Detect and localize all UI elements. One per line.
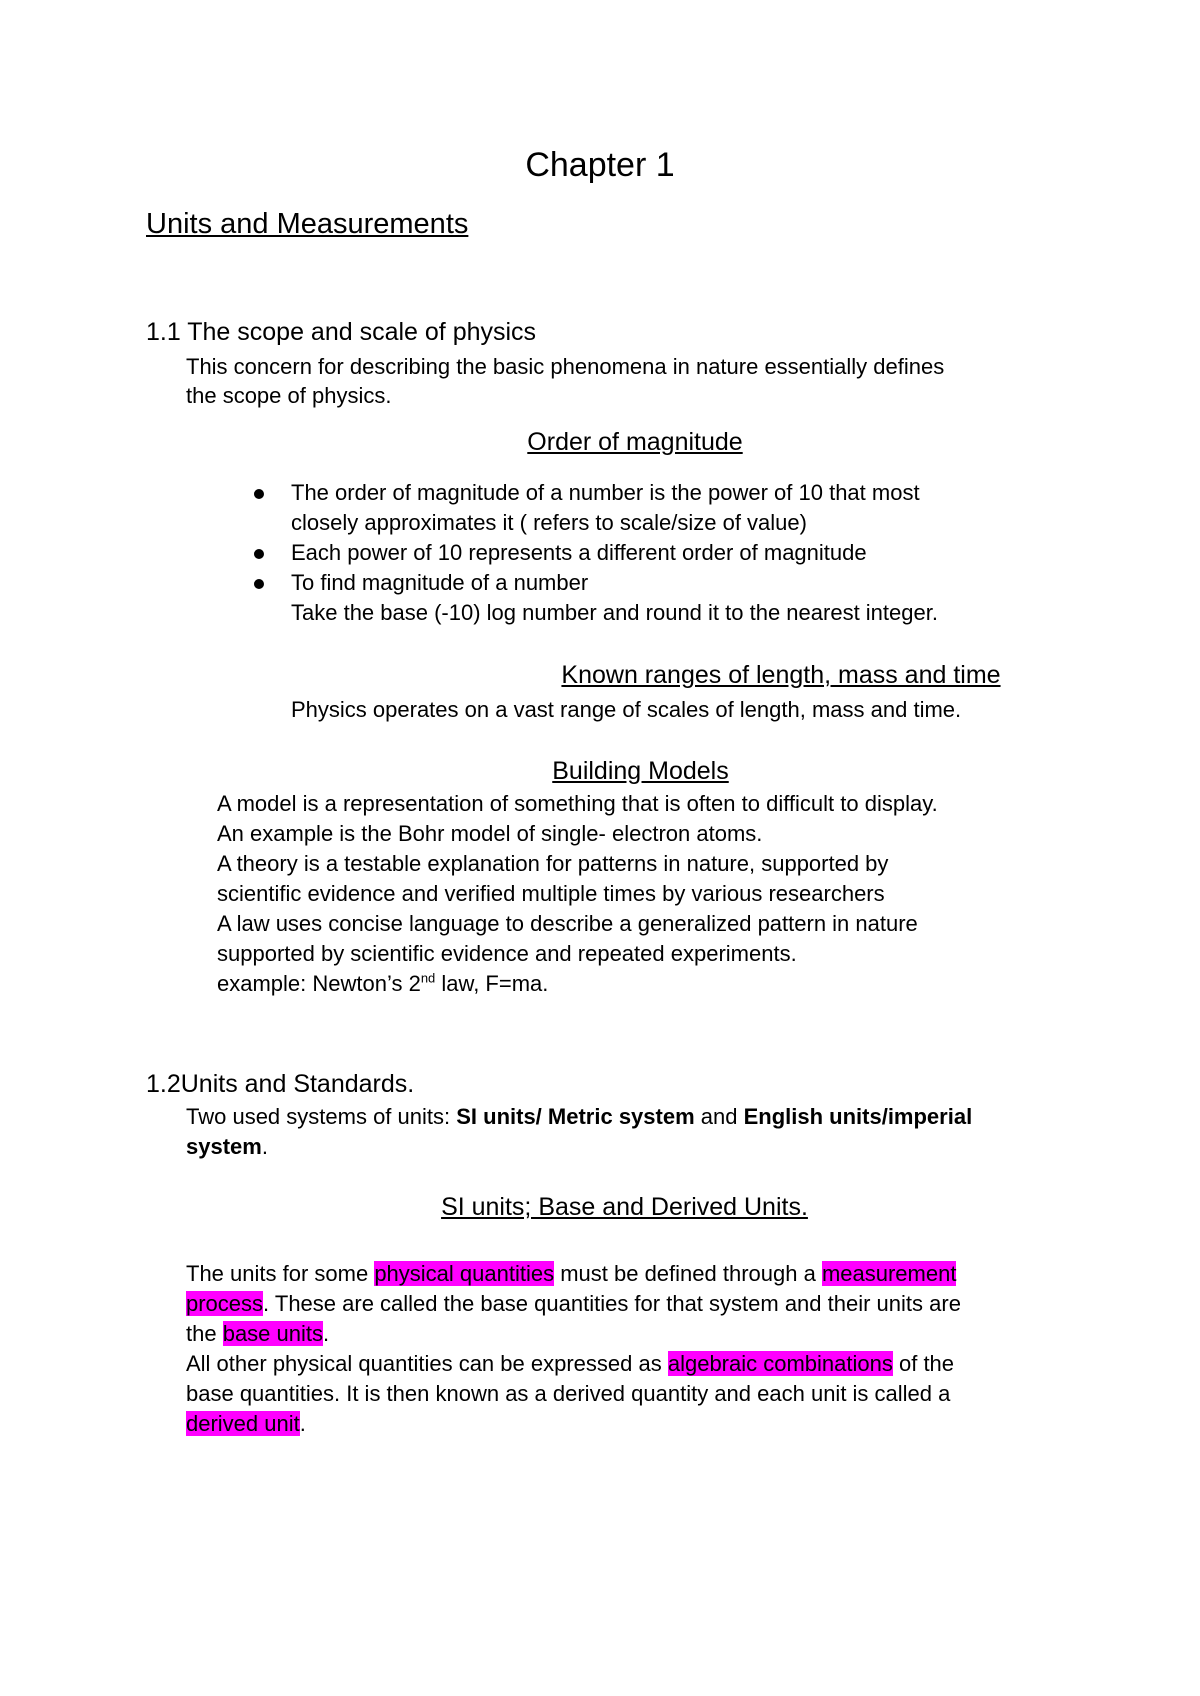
order-of-magnitude-heading: Order of magnitude (527, 428, 743, 456)
order-bullet-1-line2: closely approximates it ( refers to scale/size of value) (291, 510, 807, 535)
si-text: must be defined through a (554, 1261, 822, 1286)
ordinal-superscript: nd (420, 970, 436, 986)
si-text: . (323, 1321, 330, 1346)
known-ranges-text: Physics operates on a vast range of scales of length, mass and time. (291, 697, 962, 722)
highlight-derived-unit: derived unit (186, 1411, 300, 1436)
known-ranges-heading: Known ranges of length, mass and time (561, 661, 1001, 689)
section-1-1-intro-line1: This concern for describing the basic phenomena in nature essentially defines (186, 354, 945, 379)
si-paragraph-line3 (186, 1319, 329, 1349)
models-line-2: An example is the Bohr model of single- electron atoms. (217, 821, 763, 846)
si-units-term: SI units/ Metric system (456, 1104, 695, 1129)
models-line-7-rest: law, F=ma. (435, 971, 549, 996)
models-line-1: A model is a representation of something that is often to difficult to display. (217, 791, 938, 816)
intro-period: . (261, 1134, 268, 1159)
bullet-icon (254, 549, 264, 559)
intro-connector: and (694, 1104, 744, 1129)
highlight-measurement: measurement (821, 1261, 957, 1286)
order-bullet-1-line1: The order of magnitude of a number is the power of 10 that most (291, 480, 920, 505)
chapter-title: Chapter 1 (525, 146, 675, 184)
order-bullet-2: Each power of 10 represents a different order of magnitude (291, 540, 867, 565)
bullet-icon (254, 579, 264, 589)
si-text: of the (892, 1351, 955, 1376)
section-1-2-heading: 1.2Units and Standards. (146, 1070, 415, 1098)
si-text: . (299, 1411, 306, 1436)
bullet-icon (254, 489, 264, 499)
models-line-7 (217, 969, 548, 999)
si-paragraph-line2 (186, 1289, 961, 1319)
section-1-2-intro-line2 (186, 1132, 268, 1162)
english-units-term: English units/imperial (743, 1104, 973, 1129)
si-text: The units for some (186, 1261, 375, 1286)
si-units-heading: SI units; Base and Derived Units. (441, 1193, 808, 1221)
models-line-3: A theory is a testable explanation for patterns in nature, supported by (217, 851, 889, 876)
si-paragraph-line1 (186, 1259, 956, 1289)
si-paragraph-line4 (186, 1349, 954, 1379)
section-1-1-intro-line2: the scope of physics. (186, 383, 392, 408)
section-1-2-intro-line1 (186, 1102, 972, 1132)
models-line-4: scientific evidence and verified multiple times by various researchers (217, 881, 885, 906)
si-text: All other physical quantities can be expressed as (186, 1351, 668, 1376)
highlight-algebraic-combinations: algebraic combinations (667, 1351, 893, 1376)
si-text: . These are called the base quantities for that system and their units are (263, 1291, 961, 1316)
models-line-7-text: example: Newton’s 2 (217, 971, 421, 996)
si-paragraph-line5: base quantities. It is then known as a derived quantity and each unit is called a (186, 1381, 951, 1406)
english-units-term-end: system (186, 1134, 262, 1159)
models-line-5: A law uses concise language to describe a generalized pattern in nature (217, 911, 918, 936)
highlight-process: process (186, 1291, 264, 1316)
highlight-physical-quantities: physical quantities (374, 1261, 555, 1286)
order-bullet-3-line1: To find magnitude of a number (291, 570, 589, 595)
highlight-base-units: base units (222, 1321, 323, 1346)
building-models-heading: Building Models (552, 757, 729, 785)
intro-text: Two used systems of units: (186, 1104, 457, 1129)
order-bullet-3-line2: Take the base (-10) log number and round it to the nearest integer. (291, 600, 938, 625)
chapter-subject: Units and Measurements (146, 208, 469, 240)
si-text: the (186, 1321, 223, 1346)
si-paragraph-line6 (186, 1409, 306, 1439)
models-line-6: supported by scientific evidence and repeated experiments. (217, 941, 797, 966)
section-1-1-heading: 1.1 The scope and scale of physics (146, 318, 537, 346)
